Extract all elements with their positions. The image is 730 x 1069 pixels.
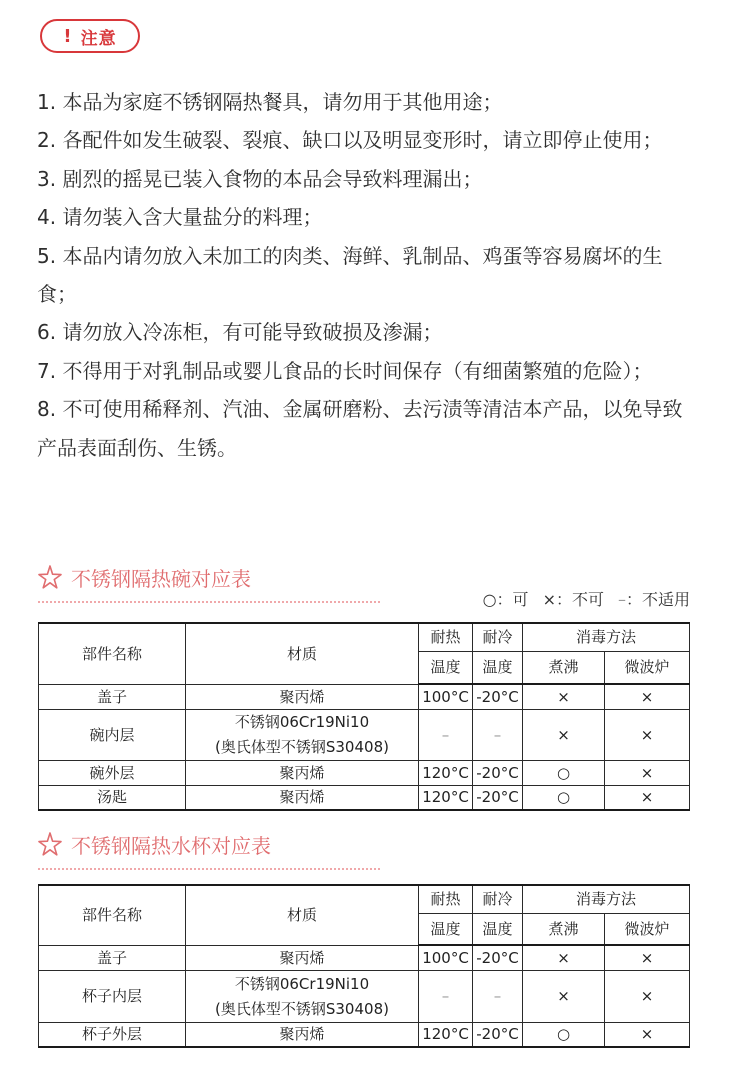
divider [38, 868, 380, 870]
header-microwave: 微波炉 [605, 913, 690, 945]
header-part: 部件名称 [39, 623, 186, 684]
cup-section-title [38, 829, 271, 859]
cell-heat: – [419, 970, 473, 1022]
legend [483, 587, 690, 610]
legend-na: –：不适用 [617, 590, 690, 609]
cell-heat: – [419, 709, 473, 760]
cell-material: 聚丙烯 [186, 945, 419, 970]
header-disinfect: 消毒方法 [523, 623, 690, 651]
header-material: 材质 [186, 623, 419, 684]
bowl-table-title: 不锈钢隔热碗对应表 [71, 566, 251, 591]
table-row [39, 760, 690, 785]
notes-list [37, 83, 697, 467]
cell-microwave: × [605, 1022, 690, 1047]
table-row [39, 945, 690, 970]
note-item: 8. 不可使用稀释剂、汽油、金属研磨粉、去污渍等清洁本产品，以免导致产品表面刮伤、生锈。 [37, 397, 683, 460]
note-item: 1. 本品为家庭不锈钢隔热餐具，请勿用于其他用途； [37, 90, 503, 114]
cell-part: 杯子内层 [39, 970, 186, 1022]
cell-material: 聚丙烯 [186, 760, 419, 785]
header-microwave: 微波炉 [605, 651, 690, 684]
header-heat-sub: 温度 [419, 651, 473, 684]
cell-microwave: × [605, 785, 690, 810]
sparkle-star-icon [38, 565, 62, 589]
header-heat-sub: 温度 [419, 913, 473, 945]
cell-part: 汤匙 [39, 785, 186, 810]
cell-material: 聚丙烯 [186, 684, 419, 709]
header-cold-sub: 温度 [473, 913, 523, 945]
note-item: 7. 不得用于对乳制品或婴儿食品的长时间保存（有细菌繁殖的危险）； [37, 358, 653, 383]
cell-part: 碗内层 [39, 709, 186, 760]
legend-ok: ○：可 [482, 590, 529, 609]
header-material: 材质 [186, 885, 419, 945]
bowl-section-title [38, 562, 251, 592]
bowl-table [38, 622, 690, 811]
cell-cold: – [473, 970, 523, 1022]
cell-boil: × [523, 709, 605, 760]
cell-part: 碗外层 [39, 760, 186, 785]
cell-part: 盖子 [39, 684, 186, 709]
cell-boil: × [523, 945, 605, 970]
cell-heat: 100°C [419, 684, 473, 709]
notice-label: 注意 [80, 28, 117, 49]
header-heat: 耐热 [419, 623, 473, 651]
header-cold-sub: 温度 [473, 651, 523, 684]
cell-microwave: × [605, 709, 690, 760]
table-row [39, 785, 690, 810]
cell-heat: 100°C [419, 945, 473, 970]
cell-cold: – [473, 709, 523, 760]
cell-cold: -20°C [473, 945, 523, 970]
divider [38, 601, 380, 603]
header-boil: 煮沸 [523, 651, 605, 684]
table-row [39, 684, 690, 709]
cell-cold: -20°C [473, 760, 523, 785]
cell-microwave: × [605, 970, 690, 1022]
table-row [39, 709, 690, 760]
cell-part: 盖子 [39, 945, 186, 970]
cell-cold: -20°C [473, 684, 523, 709]
cup-table-title: 不锈钢隔热水杯对应表 [71, 833, 271, 858]
table-row [39, 1022, 690, 1047]
header-disinfect: 消毒方法 [523, 885, 690, 913]
cell-microwave: × [605, 760, 690, 785]
header-part: 部件名称 [39, 885, 186, 945]
cell-boil: ○ [523, 785, 605, 810]
exclamation-icon: ! [63, 25, 73, 47]
cell-boil: ○ [523, 1022, 605, 1047]
note-item: 2. 各配件如发生破裂、裂痕、缺口以及明显变形时，请立即停止使用； [37, 128, 663, 153]
cup-table [38, 884, 690, 1048]
legend-no: ×：不可 [542, 590, 604, 609]
cell-heat: 120°C [419, 1022, 473, 1047]
cell-microwave: × [605, 945, 690, 970]
header-boil: 煮沸 [523, 913, 605, 945]
cell-microwave: × [605, 684, 690, 709]
cell-material: 聚丙烯 [186, 1022, 419, 1047]
table-row [39, 970, 690, 1022]
cell-material: 聚丙烯 [186, 785, 419, 810]
header-cold: 耐冷 [473, 885, 523, 913]
note-item: 5. 本品内请勿放入未加工的肉类、海鲜、乳制品、鸡蛋等容易腐坏的生食； [37, 243, 663, 307]
cell-boil: × [523, 970, 605, 1022]
cell-cold: -20°C [473, 785, 523, 810]
note-item: 6. 请勿放入冷冻柜，有可能导致破损及渗漏； [37, 320, 443, 345]
cell-cold: -20°C [473, 1022, 523, 1047]
cell-heat: 120°C [419, 760, 473, 785]
cell-heat: 120°C [419, 785, 473, 810]
cell-boil: × [523, 684, 605, 709]
header-cold: 耐冷 [473, 623, 523, 651]
notice-badge [40, 19, 140, 53]
note-item: 3. 剧烈的摇晃已装入食物的本品会导致料理漏出； [37, 166, 483, 191]
cell-material: 不锈钢06Cr19Ni10 (奥氏体型不锈钢S30408) [186, 709, 419, 760]
cell-material: 不锈钢06Cr19Ni10 (奥氏体型不锈钢S30408) [186, 970, 419, 1022]
note-item: 4. 请勿装入含大量盐分的料理； [37, 205, 323, 230]
header-heat: 耐热 [419, 885, 473, 913]
cell-boil: ○ [523, 760, 605, 785]
sparkle-star-icon [38, 832, 62, 856]
cell-part: 杯子外层 [39, 1022, 186, 1047]
